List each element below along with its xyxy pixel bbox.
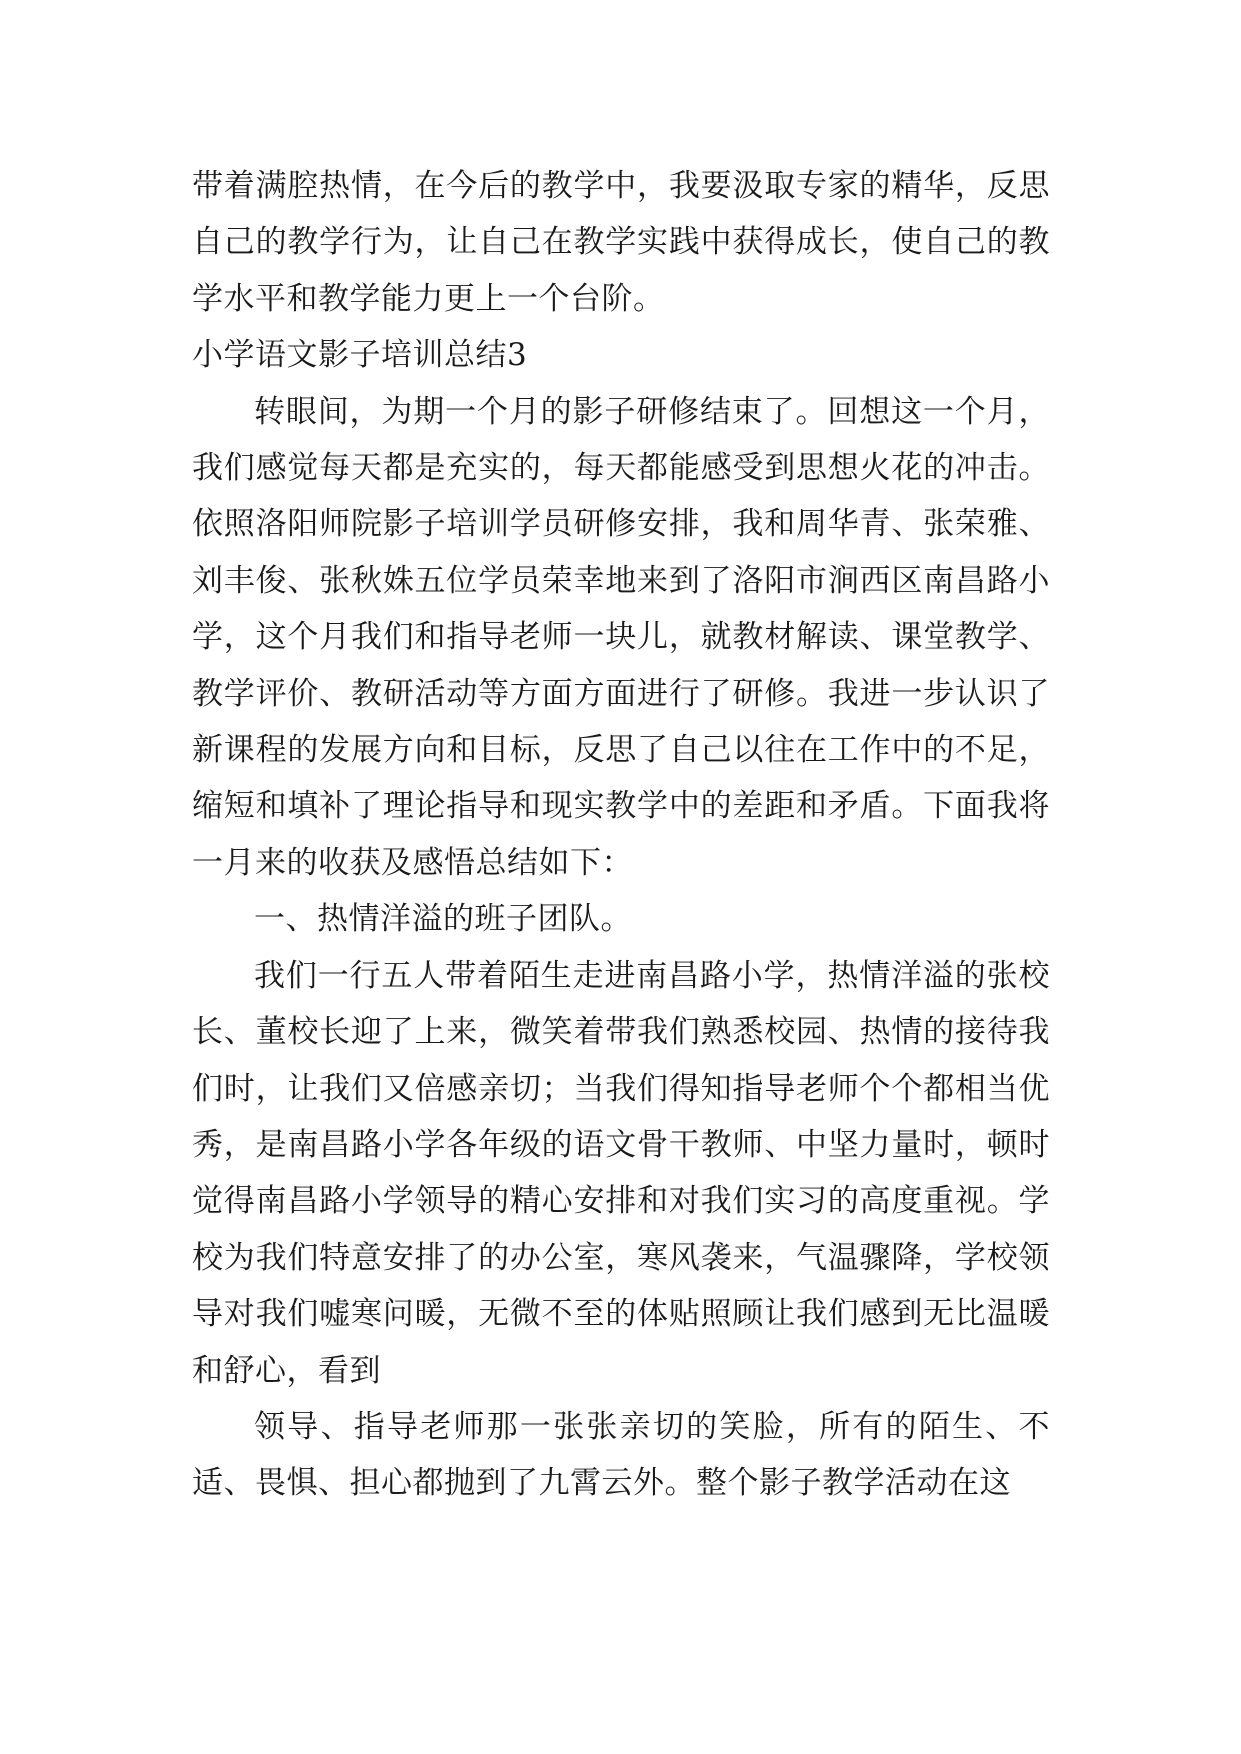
paragraph-1: 带着满腔热情，在今后的教学中，我要汲取专家的精华，反思自己的教学行为，让自己在教学实践中获得成长，使自己的教学水平和教学能力更上一个台阶。	[192, 168, 1050, 317]
paragraph-2: 转眼间，为期一个月的影子研修结束了。回想这一个月，我们感觉每天都是充实的，每天都能感受到思想火花的冲击。依照洛阳师院影子培训学员研修安排，我和周华青、张荣雅、刘丰俊、张秋姝五位学员荣幸地来到了洛阳市涧西区南昌路小学，这个月我们和指导老师一块儿，就教材解读、课堂教学、教学评价、教研活动等方面方面进行了研修。我进一步认识了新课程的发展方向和目标，反思了自己以往在工作中的不足，缩短和填补了理论指导和现实教学中的差距和矛盾。下面我将一月来的收获及感悟总结如下：	[192, 393, 1050, 881]
paragraph-5: 领导、指导老师那一张张亲切的笑脸，所有的陌生、不适、畏惧、担心都抛到了九霄云外。整个影子教学活动在这	[192, 1408, 1050, 1502]
paragraph-3-subheading: 一、热情洋溢的班子团队。	[254, 901, 632, 938]
section-heading: 小学语文影子培训总结3	[192, 337, 528, 374]
paragraph-4: 我们一行五人带着陌生走进南昌路小学，热情洋溢的张校长、董校长迎了上来，微笑着带我们熟悉校园、热情的接待我们时，让我们又倍感亲切；当我们得知指导老师个个都相当优秀，是南昌路小学各年级的语文骨干教师、中坚力量时，顿时觉得南昌路小学领导的精心安排和对我们实习的高度重视。学校为我们特意安排了的办公室，寒风袭来，气温骤降，学校领导对我们嘘寒问暖，无微不至的体贴照顾让我们感到无比温暖和舒心，看到	[192, 957, 1050, 1389]
document-body	[192, 158, 1050, 1512]
